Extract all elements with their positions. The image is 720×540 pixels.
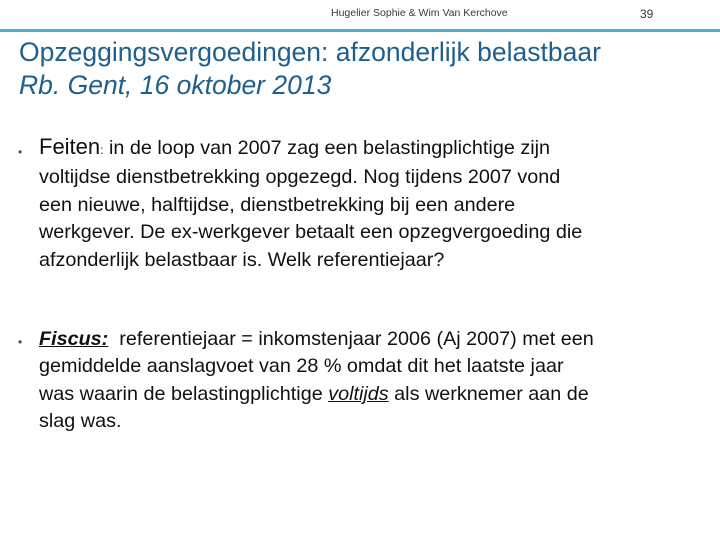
feiten-line-2: voltijdse dienstbetrekking opgezegd. Nog tijdens 2007 vond (39, 166, 561, 189)
fiscus-line-2: gemiddelde aanslagvoet van 28 % omdat dit het laatste jaar (39, 355, 564, 378)
title-subtitle: Rb. Gent, 16 oktober 2013 (19, 70, 332, 100)
feiten-line-5: afzonderlijk belastbaar is. Welk referentiejaar? (39, 248, 445, 271)
feiten-term: Feiten (39, 134, 101, 159)
fiscus-paragraph (39, 326, 719, 436)
bullet-marker: • (18, 145, 23, 159)
bullet-marker: • (18, 335, 23, 349)
header-divider (0, 29, 720, 32)
feiten-line-4: werkgever. De ex-werkgever betaalt een opzegvergoeding die (39, 221, 583, 244)
feiten-line-3: een nieuwe, halftijdse, dienstbetrekking bij een andere (39, 193, 516, 216)
slide-title (19, 36, 709, 102)
fiscus-line-1 (39, 326, 719, 353)
fiscus-line-3 (39, 381, 719, 408)
feiten-text-1: in de loop van 2007 zag een belastingplichtige zijn (103, 137, 550, 159)
fiscus-text-3a: was waarin de belastingplichtige (39, 382, 329, 405)
fiscus-text-3b: als werknemer aan de (388, 382, 589, 405)
fiscus-text-1: referentiejaar = inkomstenjaar 2006 (Aj 2007) met een (108, 328, 594, 350)
fiscus-term: Fiscus: (39, 328, 109, 350)
feiten-line-1 (39, 133, 719, 164)
voltijds-emphasis: voltijds (328, 382, 389, 405)
header-authors: Hugelier Sophie & Wim Van Kerchove (331, 7, 508, 19)
feiten-colon: : (100, 143, 104, 157)
title-main: Opzeggingsvergoedingen: afzonderlijk belastbaar (19, 37, 601, 67)
page-number: 39 (640, 7, 654, 21)
fiscus-line-4: slag was. (39, 410, 122, 433)
feiten-paragraph (39, 133, 719, 274)
